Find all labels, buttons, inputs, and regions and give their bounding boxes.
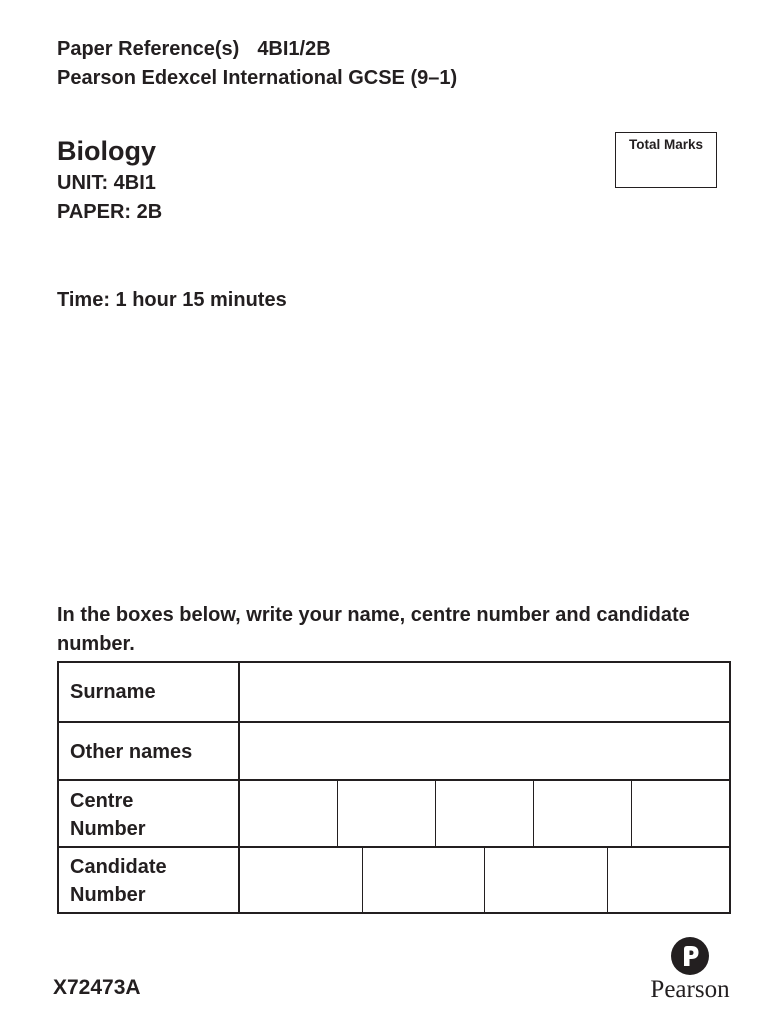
surname-label: Surname [59,663,240,721]
candidate-number-digit-box[interactable] [608,848,730,913]
centre-number-digit-box[interactable] [240,781,338,848]
candidate-details-table [57,661,731,914]
centre-number-label-line-2: Number [70,817,146,840]
unit-line: UNIT: 4BI1 [57,172,156,194]
other-names-row [59,721,729,781]
centre-number-label-line-1: Centre [70,789,134,812]
candidate-number-label-line-1: Candidate [70,855,167,878]
time-allowed: Time: 1 hour 15 minutes [57,289,287,311]
surname-field[interactable] [240,663,729,721]
other-names-label: Other names [59,723,240,781]
pearson-p-icon [671,937,709,975]
centre-number-digit-box[interactable] [436,781,534,848]
qualification-title: Pearson Edexcel International GCSE (9–1) [57,67,458,89]
surname-row [59,663,729,721]
paper-reference [57,39,331,59]
centre-number-boxes [240,781,729,848]
total-marks-label: Total Marks [628,137,704,152]
candidate-number-label [59,848,240,913]
pearson-logo [643,935,737,1005]
centre-number-digit-box[interactable] [534,781,632,848]
candidate-number-label-line-2: Number [70,883,146,906]
centre-number-digit-box[interactable] [338,781,436,848]
candidate-number-digit-box[interactable] [240,848,363,913]
candidate-number-boxes [240,848,729,913]
paper-reference-label: Paper Reference(s) [57,38,240,60]
centre-number-row [59,779,729,848]
subject-title: Biology [57,136,156,166]
centre-number-digit-box[interactable] [632,781,729,848]
paper-reference-code: 4BI1/2B [257,38,331,60]
paper-line: PAPER: 2B [57,201,163,223]
candidate-number-digit-box[interactable] [485,848,608,913]
paper-code: X72473A [53,976,141,999]
pearson-wordmark: Pearson [650,976,730,1003]
instruction-text: In the boxes below, write your name, centre number and candidate number. [57,604,690,655]
candidate-number-digit-box[interactable] [363,848,486,913]
other-names-field[interactable] [240,723,729,781]
centre-number-label [59,781,240,848]
total-marks-box[interactable] [615,132,717,188]
candidate-number-row [59,846,729,913]
